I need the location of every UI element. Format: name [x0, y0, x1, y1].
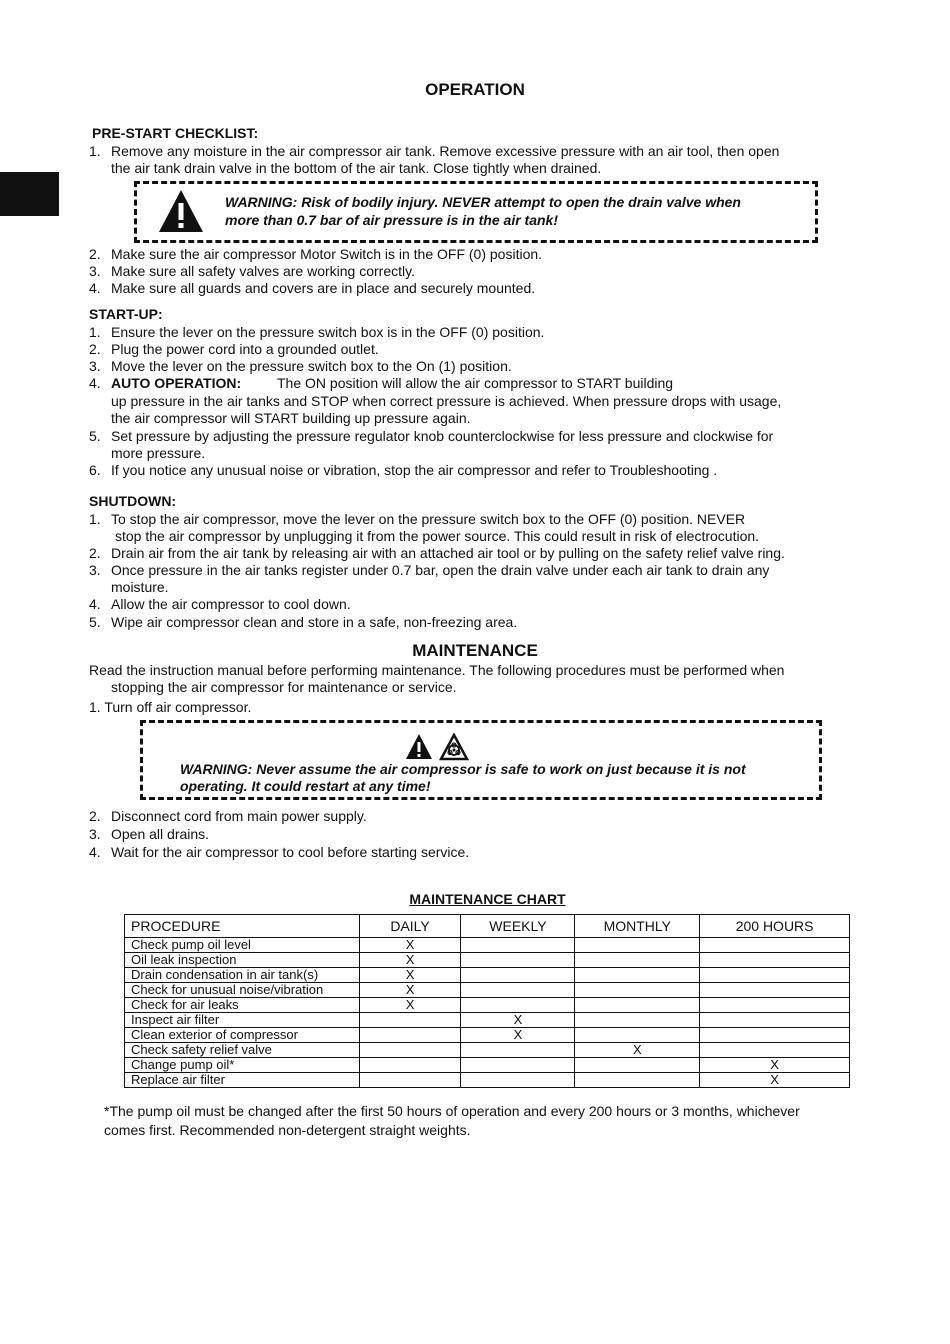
column-header: WEEKLY	[461, 915, 575, 938]
maintenance-item-4	[89, 844, 469, 861]
table-row	[125, 1043, 850, 1058]
shutdown-item-5-text: Wipe air compressor clean and store in a safe, non-freezing area.	[111, 614, 518, 630]
maintenance-chart-title: MAINTENANCE CHART	[409, 891, 566, 907]
warning-triangle-icon	[405, 733, 433, 760]
schedule-cell: X	[700, 1058, 850, 1073]
item-number: 3.	[89, 562, 101, 578]
startup-item-5-cont: more pressure.	[111, 445, 206, 461]
item-number: 1.	[89, 511, 101, 527]
schedule-cell	[359, 1058, 461, 1073]
procedure-cell: Check for unusual noise/vibration	[125, 983, 360, 998]
column-header: MONTHLY	[575, 915, 700, 938]
schedule-cell	[461, 968, 575, 983]
startup-heading: START-UP:	[89, 306, 163, 322]
item-number: 1.	[89, 143, 101, 159]
item-number: 4.	[89, 596, 101, 612]
shutdown-item-2	[89, 545, 785, 562]
schedule-cell	[575, 968, 700, 983]
table-row	[125, 1058, 850, 1073]
procedure-cell: Oil leak inspection	[125, 953, 360, 968]
shutdown-item-5	[89, 614, 517, 631]
table-row	[125, 1013, 850, 1028]
operation-title: OPERATION	[425, 80, 525, 99]
schedule-cell	[700, 983, 850, 998]
shutdown-item-4-text: Allow the air compressor to cool down.	[111, 596, 351, 612]
table-row	[125, 983, 850, 998]
schedule-cell	[700, 1028, 850, 1043]
maintenance-intro: Read the instruction manual before performing maintenance. The following procedures must be performed when	[89, 662, 785, 678]
startup-item-1	[89, 324, 544, 341]
item-number: 4.	[89, 280, 101, 296]
procedure-cell: Change pump oil*	[125, 1058, 360, 1073]
footnote-cont: comes first. Recommended non-detergent straight weights.	[104, 1122, 471, 1138]
procedure-cell: Replace air filter	[125, 1073, 360, 1088]
schedule-cell: X	[575, 1043, 700, 1058]
item-number: 2.	[89, 246, 101, 262]
prestart-item-3	[89, 263, 415, 280]
column-header: DAILY	[359, 915, 461, 938]
schedule-cell: X	[359, 938, 461, 953]
maintenance-item-1: 1. Turn off air compressor.	[89, 699, 252, 715]
shutdown-item-1	[89, 511, 745, 528]
maintenance-title: MAINTENANCE	[412, 641, 538, 660]
schedule-cell: X	[359, 968, 461, 983]
item-number: 2.	[89, 808, 101, 824]
shutdown-item-2-text: Drain air from the air tank by releasing air with an attached air tool or by pulling on the safety relief valve ring.	[111, 545, 785, 561]
table-row	[125, 968, 850, 983]
shutdown-item-4	[89, 596, 351, 613]
item-number: 5.	[89, 614, 101, 630]
item-number: 1.	[89, 324, 101, 340]
item-number: 6.	[89, 462, 101, 478]
item-number: 4.	[89, 375, 101, 391]
maintenance-item-3	[89, 826, 209, 843]
startup-item-3-text: Move the lever on the pressure switch box to the On (1) position.	[111, 358, 512, 374]
schedule-cell	[575, 953, 700, 968]
procedure-cell: Check for air leaks	[125, 998, 360, 1013]
schedule-cell	[575, 938, 700, 953]
maintenance-item-4-text: Wait for the air compressor to cool before starting service.	[111, 844, 470, 860]
shutdown-item-3-cont: moisture.	[111, 579, 169, 595]
item-number: 3.	[89, 263, 101, 279]
table-row	[125, 1028, 850, 1043]
schedule-cell	[575, 1058, 700, 1073]
prestart-item-1-text: Remove any moisture in the air compressor air tank. Remove excessive pressure with an air tool, then open	[111, 143, 780, 159]
schedule-cell	[359, 1013, 461, 1028]
item-number: 3.	[89, 358, 101, 374]
schedule-cell	[461, 953, 575, 968]
schedule-cell	[461, 1073, 575, 1088]
item-number: 5.	[89, 428, 101, 444]
procedure-cell: Clean exterior of compressor	[125, 1028, 360, 1043]
section-tab-marker	[0, 172, 59, 216]
maintenance-item-2	[89, 808, 367, 825]
drain-warning-line-1: WARNING: Risk of bodily injury. NEVER attempt to open the drain valve when	[225, 194, 741, 210]
auto-operation-label: AUTO OPERATION:	[111, 375, 242, 391]
item-number: 3.	[89, 826, 101, 842]
drain-warning-line-2: more than 0.7 bar of air pressure is in the air tank!	[225, 212, 558, 228]
startup-item-3	[89, 358, 512, 375]
startup-item-4	[89, 375, 673, 392]
startup-item-4-cont-1: up pressure in the air tanks and STOP when correct pressure is achieved. When pressure drops with usage,	[111, 393, 782, 409]
shutdown-item-3	[89, 562, 769, 579]
prestart-item-2-text: Make sure the air compressor Motor Switch is in the OFF (0) position.	[111, 246, 543, 262]
startup-item-6-text: If you notice any unusual noise or vibration, stop the air compressor and refer to Troubleshooting .	[111, 462, 718, 478]
startup-item-4-cont-2: the air compressor will START building up pressure again.	[111, 410, 471, 426]
table-row	[125, 998, 850, 1013]
restart-warning-line-2: operating. It could restart at any time!	[180, 778, 431, 794]
schedule-cell	[461, 1043, 575, 1058]
item-number: 2.	[89, 341, 101, 357]
schedule-cell	[700, 998, 850, 1013]
prestart-item-3-text: Make sure all safety valves are working correctly.	[111, 263, 415, 279]
schedule-cell	[461, 998, 575, 1013]
biohazard-icon	[439, 733, 469, 761]
column-header: 200 HOURS	[700, 915, 850, 938]
drain-warning-box	[134, 181, 818, 243]
procedure-cell: Check pump oil level	[125, 938, 360, 953]
column-header: PROCEDURE	[125, 915, 360, 938]
schedule-cell: X	[700, 1073, 850, 1088]
schedule-cell	[461, 1058, 575, 1073]
prestart-item-2	[89, 246, 542, 263]
schedule-cell	[700, 953, 850, 968]
schedule-cell	[359, 1028, 461, 1043]
schedule-cell: X	[359, 998, 461, 1013]
maintenance-item-2-text: Disconnect cord from main power supply.	[111, 808, 367, 824]
startup-item-5	[89, 428, 773, 445]
schedule-cell	[359, 1073, 461, 1088]
table-header-row	[125, 915, 850, 938]
table-row	[125, 938, 850, 953]
procedure-cell: Check safety relief valve	[125, 1043, 360, 1058]
table-row	[125, 1073, 850, 1088]
schedule-cell	[700, 938, 850, 953]
prestart-item-4	[89, 280, 535, 297]
startup-item-2	[89, 341, 379, 358]
item-number: 2.	[89, 545, 101, 561]
restart-warning-line-1: WARNING: Never assume the air compressor is safe to work on just because it is not	[180, 761, 746, 777]
schedule-cell	[700, 968, 850, 983]
schedule-cell	[461, 983, 575, 998]
schedule-cell: X	[461, 1013, 575, 1028]
shutdown-item-1-text: To stop the air compressor, move the lever on the pressure switch box to the OFF (0) position. NEVER	[111, 511, 746, 527]
procedure-cell: Inspect air filter	[125, 1013, 360, 1028]
startup-item-5-text: Set pressure by adjusting the pressure regulator knob counterclockwise for less pressure and clockwise for	[111, 428, 774, 444]
shutdown-item-3-text: Once pressure in the air tanks register under 0.7 bar, open the drain valve under each air tank to drain any	[111, 562, 770, 578]
startup-item-6	[89, 462, 717, 479]
startup-item-1-text: Ensure the lever on the pressure switch box is in the OFF (0) position.	[111, 324, 545, 340]
schedule-cell	[700, 1043, 850, 1058]
prestart-heading: PRE-START CHECKLIST:	[92, 125, 259, 141]
restart-warning-box	[140, 720, 822, 800]
schedule-cell: X	[359, 953, 461, 968]
shutdown-heading: SHUTDOWN:	[89, 493, 177, 509]
startup-item-4-text: The ON position will allow the air compressor to START building	[277, 375, 674, 391]
warning-triangle-icon	[157, 188, 205, 234]
prestart-item-4-text: Make sure all guards and covers are in place and securely mounted.	[111, 280, 536, 296]
schedule-cell	[575, 983, 700, 998]
prestart-item-1-cont: the air tank drain valve in the bottom of the air tank. Close tightly when drained.	[111, 160, 602, 176]
maintenance-intro-cont: stopping the air compressor for maintenance or service.	[111, 679, 457, 695]
schedule-cell	[700, 1013, 850, 1028]
startup-item-2-text: Plug the power cord into a grounded outlet.	[111, 341, 379, 357]
schedule-cell: X	[359, 983, 461, 998]
table-row	[125, 953, 850, 968]
schedule-cell	[575, 1028, 700, 1043]
shutdown-item-1-cont: stop the air compressor by unplugging it from the power source. This could result in risk of electrocution.	[115, 528, 760, 544]
schedule-cell	[575, 1073, 700, 1088]
schedule-cell	[461, 938, 575, 953]
maintenance-item-3-text: Open all drains.	[111, 826, 210, 842]
schedule-cell	[575, 1013, 700, 1028]
schedule-cell: X	[461, 1028, 575, 1043]
footnote: *The pump oil must be changed after the first 50 hours of operation and every 200 hours or 3 months, whichever	[104, 1103, 800, 1119]
item-number: 4.	[89, 844, 101, 860]
maintenance-chart-table	[124, 914, 850, 1088]
procedure-cell: Drain condensation in air tank(s)	[125, 968, 360, 983]
prestart-item-1	[89, 143, 779, 160]
schedule-cell	[575, 998, 700, 1013]
schedule-cell	[359, 1043, 461, 1058]
